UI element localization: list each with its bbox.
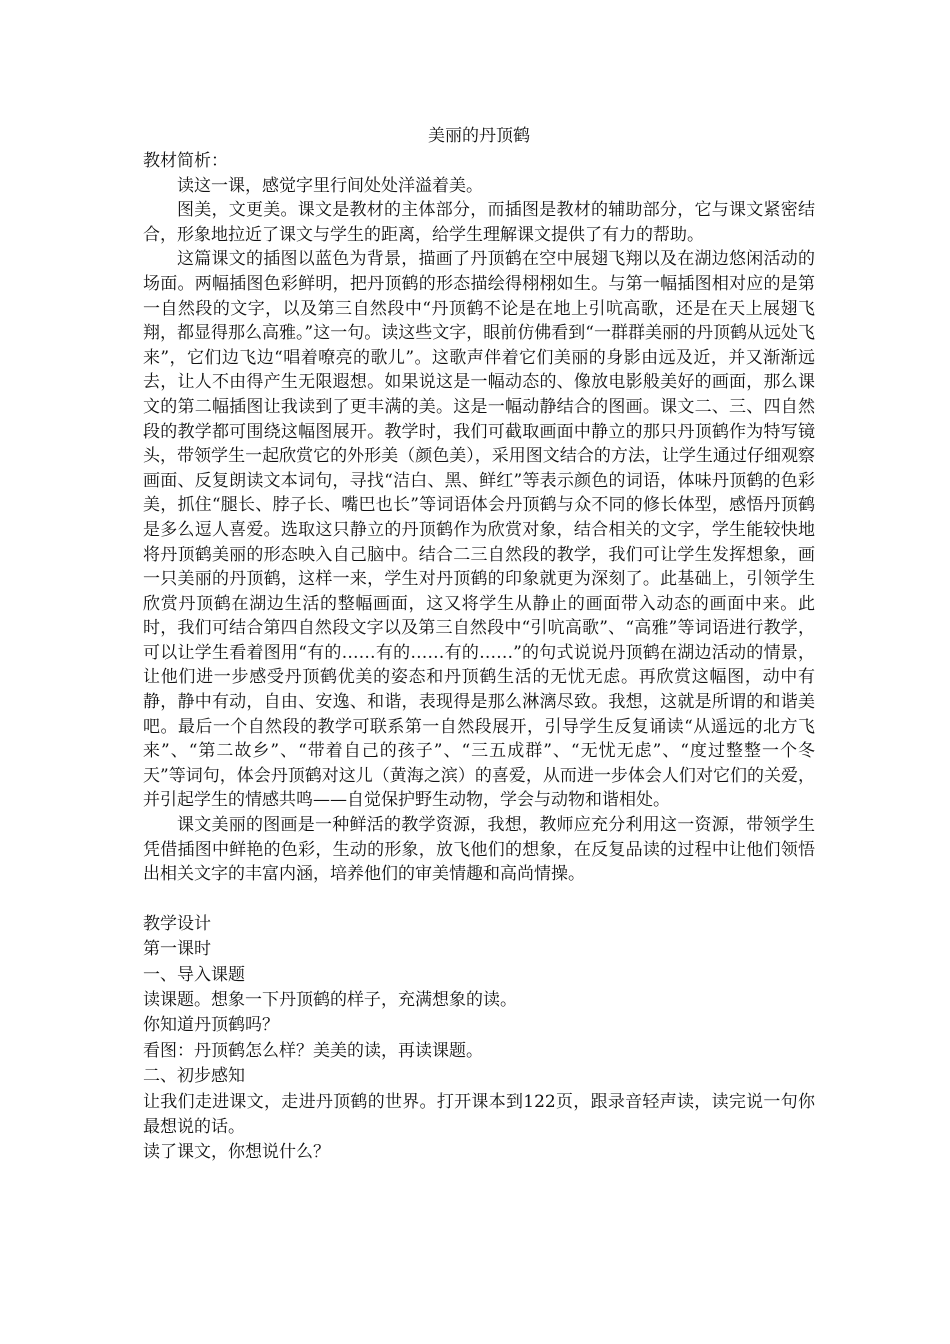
step1-line-2: 你知道丹顶鹤吗？: [143, 1015, 279, 1036]
analysis-heading: 教材简析：: [143, 151, 228, 171]
paragraph-4: 课文美丽的图画是一种鲜活的教学资源，我想，教师应充分利用这一资源，带领学生凭借插图中鲜艳的色彩，生动的形象，放飞他们的想象，在反复品读的过程中让他们领悟出相关文字的丰富内涵，培养他们的审美情趣和高尚情操。: [143, 815, 815, 885]
design-heading: 教学设计: [143, 913, 211, 934]
step2-line-1: 让我们走进课文，走进丹顶鹤的世界。打开课本到122页，跟录音轻声读，读完说一句你最想说的话。: [143, 1091, 815, 1138]
step2-line-2: 读了课文，你想说什么？: [143, 1142, 330, 1163]
paragraph-3: 这篇课文的插图以蓝色为背景，描画了丹顶鹤在空中展翅飞翔以及在湖边悠闲活动的场面。两幅插图色彩鲜明，把丹顶鹤的形态描绘得栩栩如生。与第一幅插图相对应的是第一自然段的文字，以及第三自然段中“丹顶鹤不论是在地上引吭高歌，还是在天上展翅飞翔，都显得那么高雅。”这一句。读这些文字，眼前仿佛看到“一群群美丽的丹顶鹤从远处飞来”，它们边飞边“唱着嘹亮的歌儿”。这歌声伴着它们美丽的身影由远及近，并又渐渐远去，让人不由得产生无限遐想。如果说这是一幅动态的、像放电影般美好的画面，那么课文的第二幅插图让我读到了更丰满的美。这是一幅动静结合的图画。课文二、三、四自然段的教学都可围绕这幅图展开。教学时，我们可截取画面中静立的那只丹顶鹤作为特写镜头，带领学生一起欣赏它的外形美（颜色美），采用图文结合的方法，让学生通过仔细观察画面、反复朗读文本词句，寻找“洁白、黑、鲜红”等表示颜色的词语，体味丹顶鹤的色彩美，抓住“腿长、脖子长、嘴巴也长”等词语体会丹顶鹤与众不同的修长体型，感悟丹顶鹤是多么逗人喜爱。选取这只静立的丹顶鹤作为欣赏对象，结合相关的文字，学生能较快地将丹顶鹤美丽的形态映入自己脑中。结合二三自然段的教学，我们可让学生发挥想象，画一只美丽的丹顶鹤，这样一来，学生对丹顶鹤的印象就更为深刻了。此基础上，引领学生欣赏丹顶鹤在湖边生活的整幅画面，这又将学生从静止的画面带入动态的画面中来。此时，我们可结合第四自然段文字以及第三自然段中“引吭高歌”、“高雅”等词语进行教学，可以让学生看着图用“有的……有的……有的……”的句式说说丹顶鹤在湖边活动的情景，让他们进一步感受丹顶鹤优美的姿态和丹顶鹤生活的无忧无虑。再欣赏这幅图，动中有静，静中有动，自由、安逸、和谐，表现得是那么淋漓尽致。我想，这就是所谓的和谐美吧。最后一个自然段的教学可联系第一自然段展开，引导学生反复诵读“从遥远的北方飞来”、“第二故乡”、“带着自己的孩子”、“三五成群”、“无忧无虑”、“度过整整一个冬天”等词句，体会丹顶鹤对这儿（黄海之滨）的喜爱，从而进一步体会人们对它们的关爱，并引起学生的情感共鸣——自觉保护野生动物，学会与动物和谐相处。: [143, 249, 815, 811]
blank-line: [143, 887, 815, 912]
paragraph-2: 图美，文更美。课文是教材的主体部分，而插图是教材的辅助部分，它与课文紧密结合，形象地拉近了课文与学生的距离，给学生理解课文提供了有力的帮助。: [143, 200, 815, 245]
document-page: [143, 124, 815, 1166]
paragraph-1: 读这一课，感觉字里行间处处洋溢着美。: [177, 175, 483, 196]
document-title: 美丽的丹顶鹤: [428, 126, 530, 146]
step1-line-1: 读课题。想象一下丹顶鹤的样子，充满想象的读。: [143, 990, 517, 1011]
lesson-heading: 第一课时: [143, 939, 211, 960]
step1-heading: 一、导入课题: [143, 964, 245, 985]
step1-line-3: 看图：丹顶鹤怎么样？美美的读，再读课题。: [143, 1040, 483, 1061]
step2-heading: 二、初步感知: [143, 1066, 245, 1087]
